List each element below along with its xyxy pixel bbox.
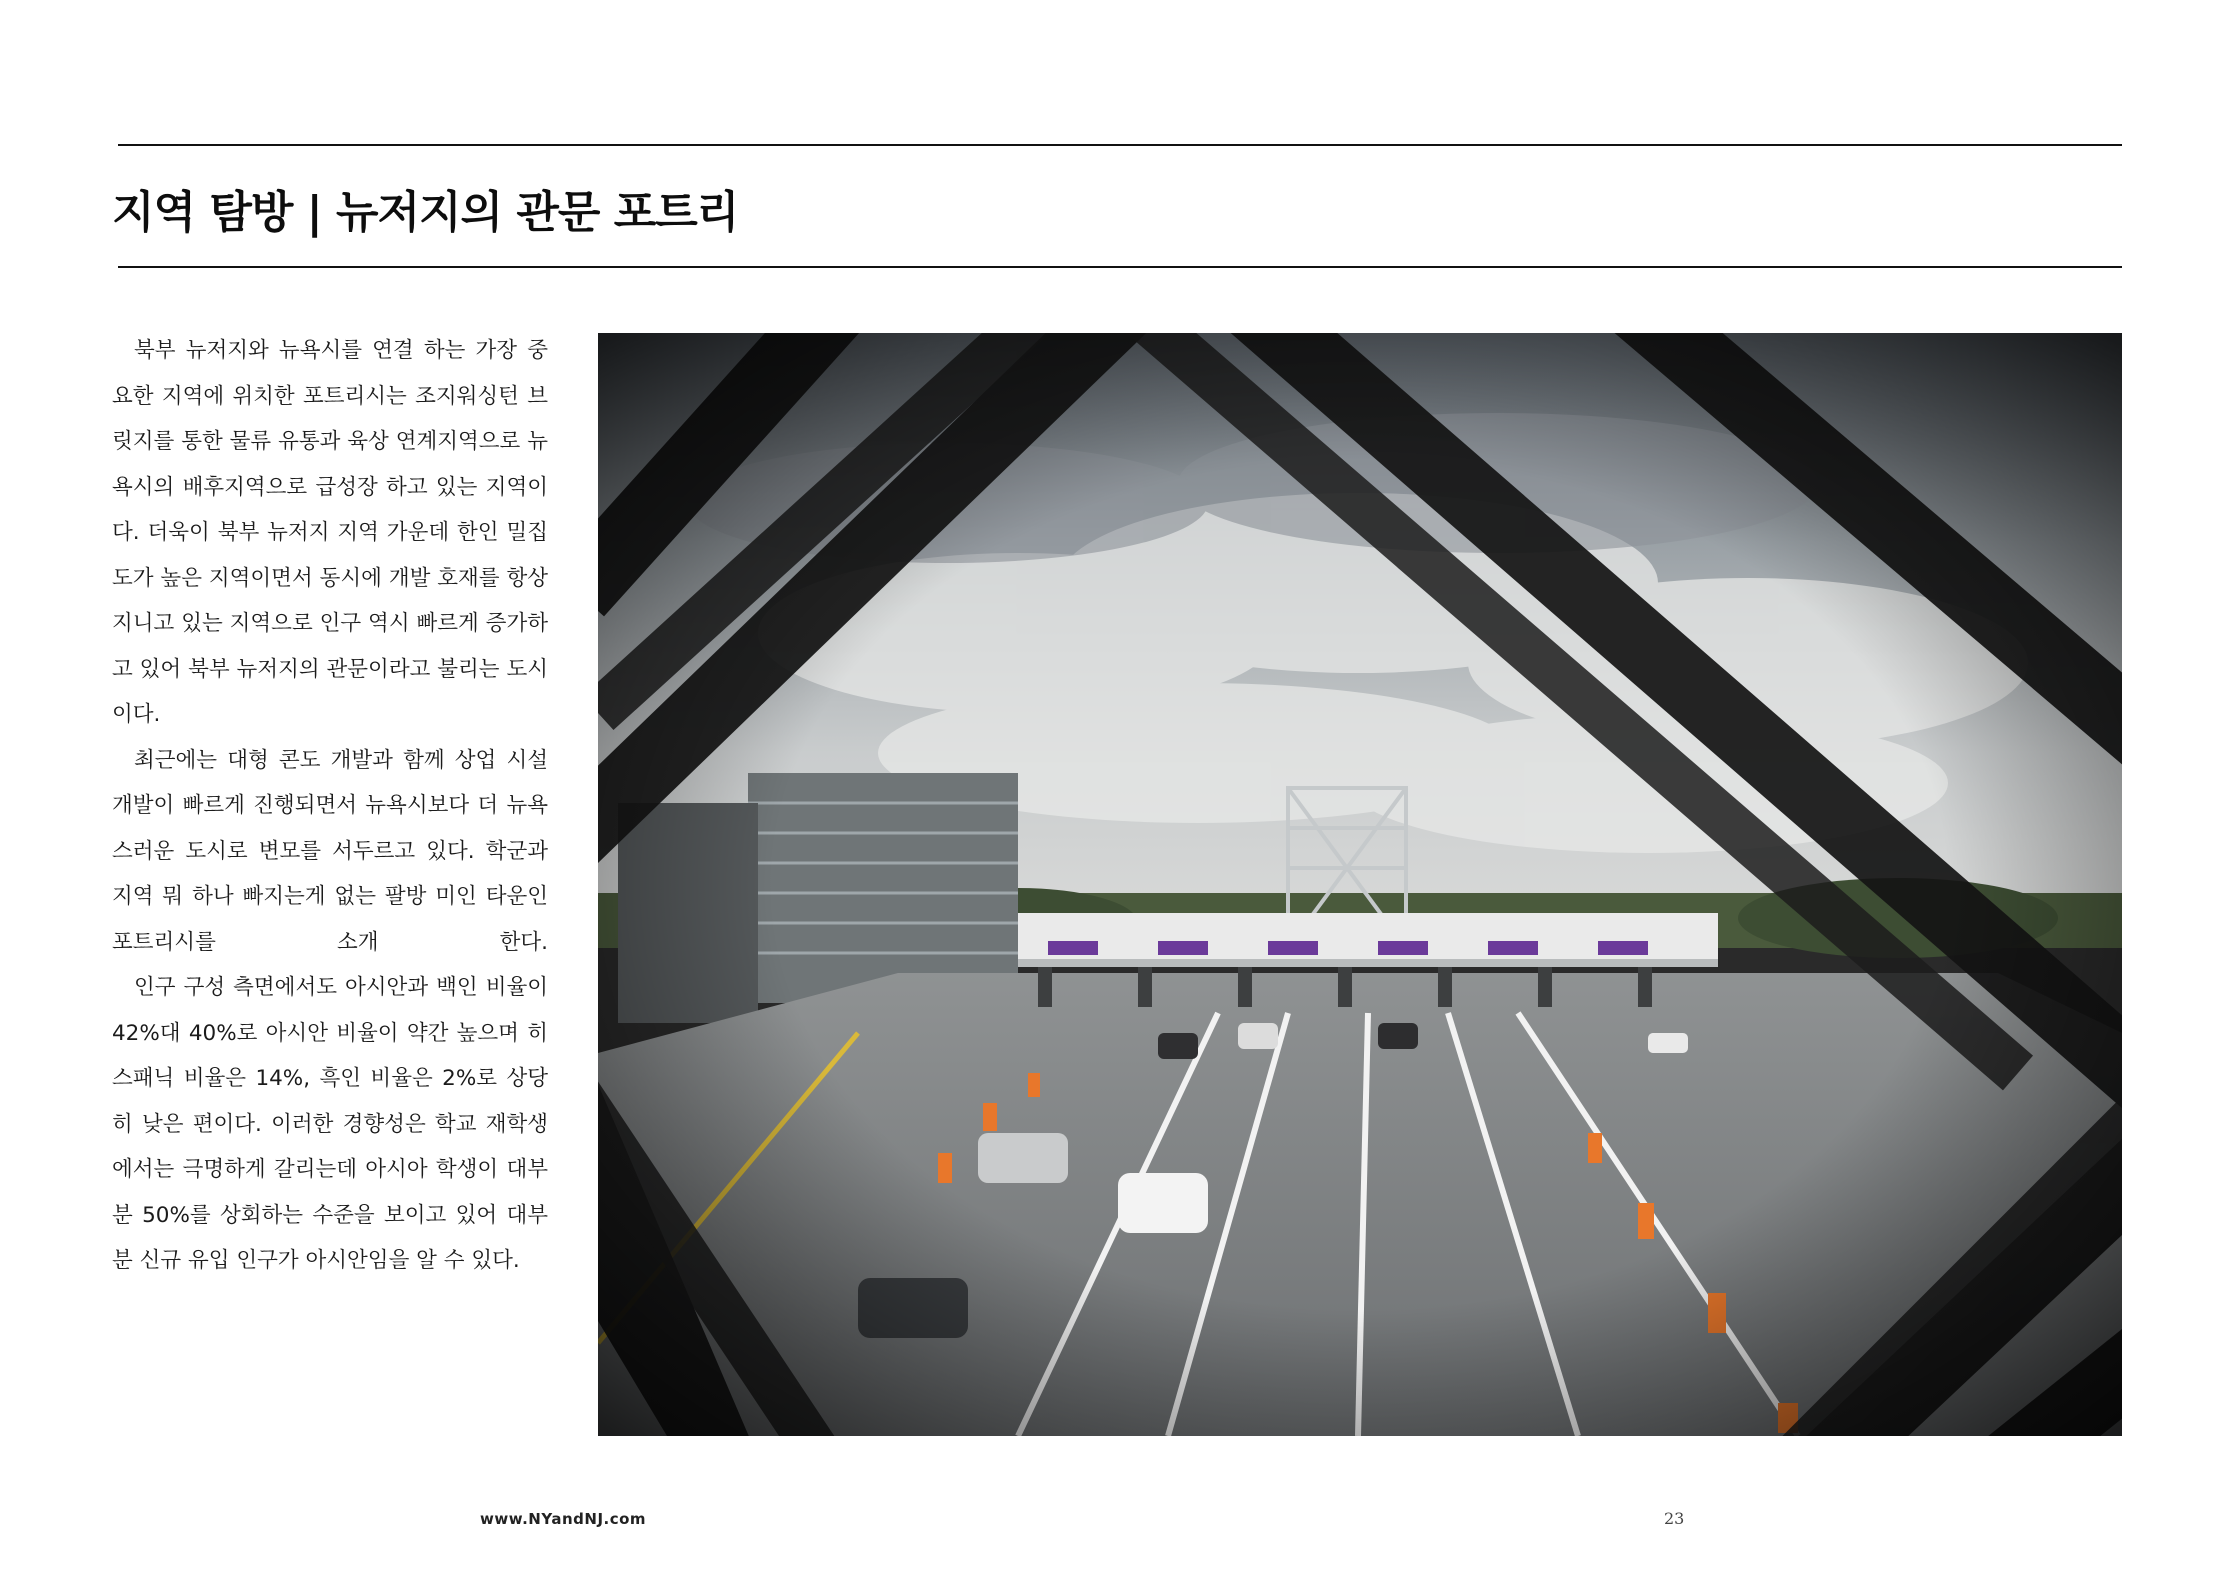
header-bottom-rule [118, 266, 2122, 268]
page-title: 지역 탐방 | 뉴저지의 관문 포트리 [112, 187, 739, 238]
article-paragraph-2: 최근에는 대형 콘도 개발과 함께 상업 시설 개발이 빠르게 진행되면서 뉴욕시보다 더 뉴욕 스러운 도시로 변모를 서두르고 있다. 학군과 지역 뭐 하나 빠지는게 없는 팔방 미인 타운인 포트리시를 소개 한다. [112, 747, 548, 955]
article-paragraph-3: 인구 구성 측면에서도 아시안과 백인 비율이 42%대 40%로 아시안 비율이 약간 높으며 히스패닉 비율은 14%, 흑인 비율은 2%로 상당히 낮은 편이다. 이러한 경향성은 학교 재학생에서는 극명하게 갈리는데 아시아 학생이 대부분 50%를 상회하는 수준을 보이고 있어 대부분 신규 유입 인구가 아시안임을 알 수 있다. [112, 975, 548, 1273]
footer-website-url: www.NYandNJ.com [480, 1510, 647, 1528]
article-body [112, 328, 548, 1284]
toll-plaza-photo [598, 333, 2122, 1436]
page-number: 23 [1664, 1509, 1685, 1528]
article-paragraph-1: 북부 뉴저지와 뉴욕시를 연결 하는 가장 중요한 지역에 위치한 포트리시는 조지워싱턴 브릿지를 통한 물류 유통과 육상 연계지역으로 뉴욕시의 배후지역으로 급성장 하고 있는 지역이다. 더욱이 북부 뉴저지 지역 가운데 한인 밀집도가 높은 지역이면서 동시에 개발 호재를 항상 지니고 있는 지역으로 인구 역시 빠르게 증가하고 있어 북부 뉴저지의 관문이라고 불리는 도시이다. [112, 338, 548, 727]
header-top-rule [118, 144, 2122, 146]
